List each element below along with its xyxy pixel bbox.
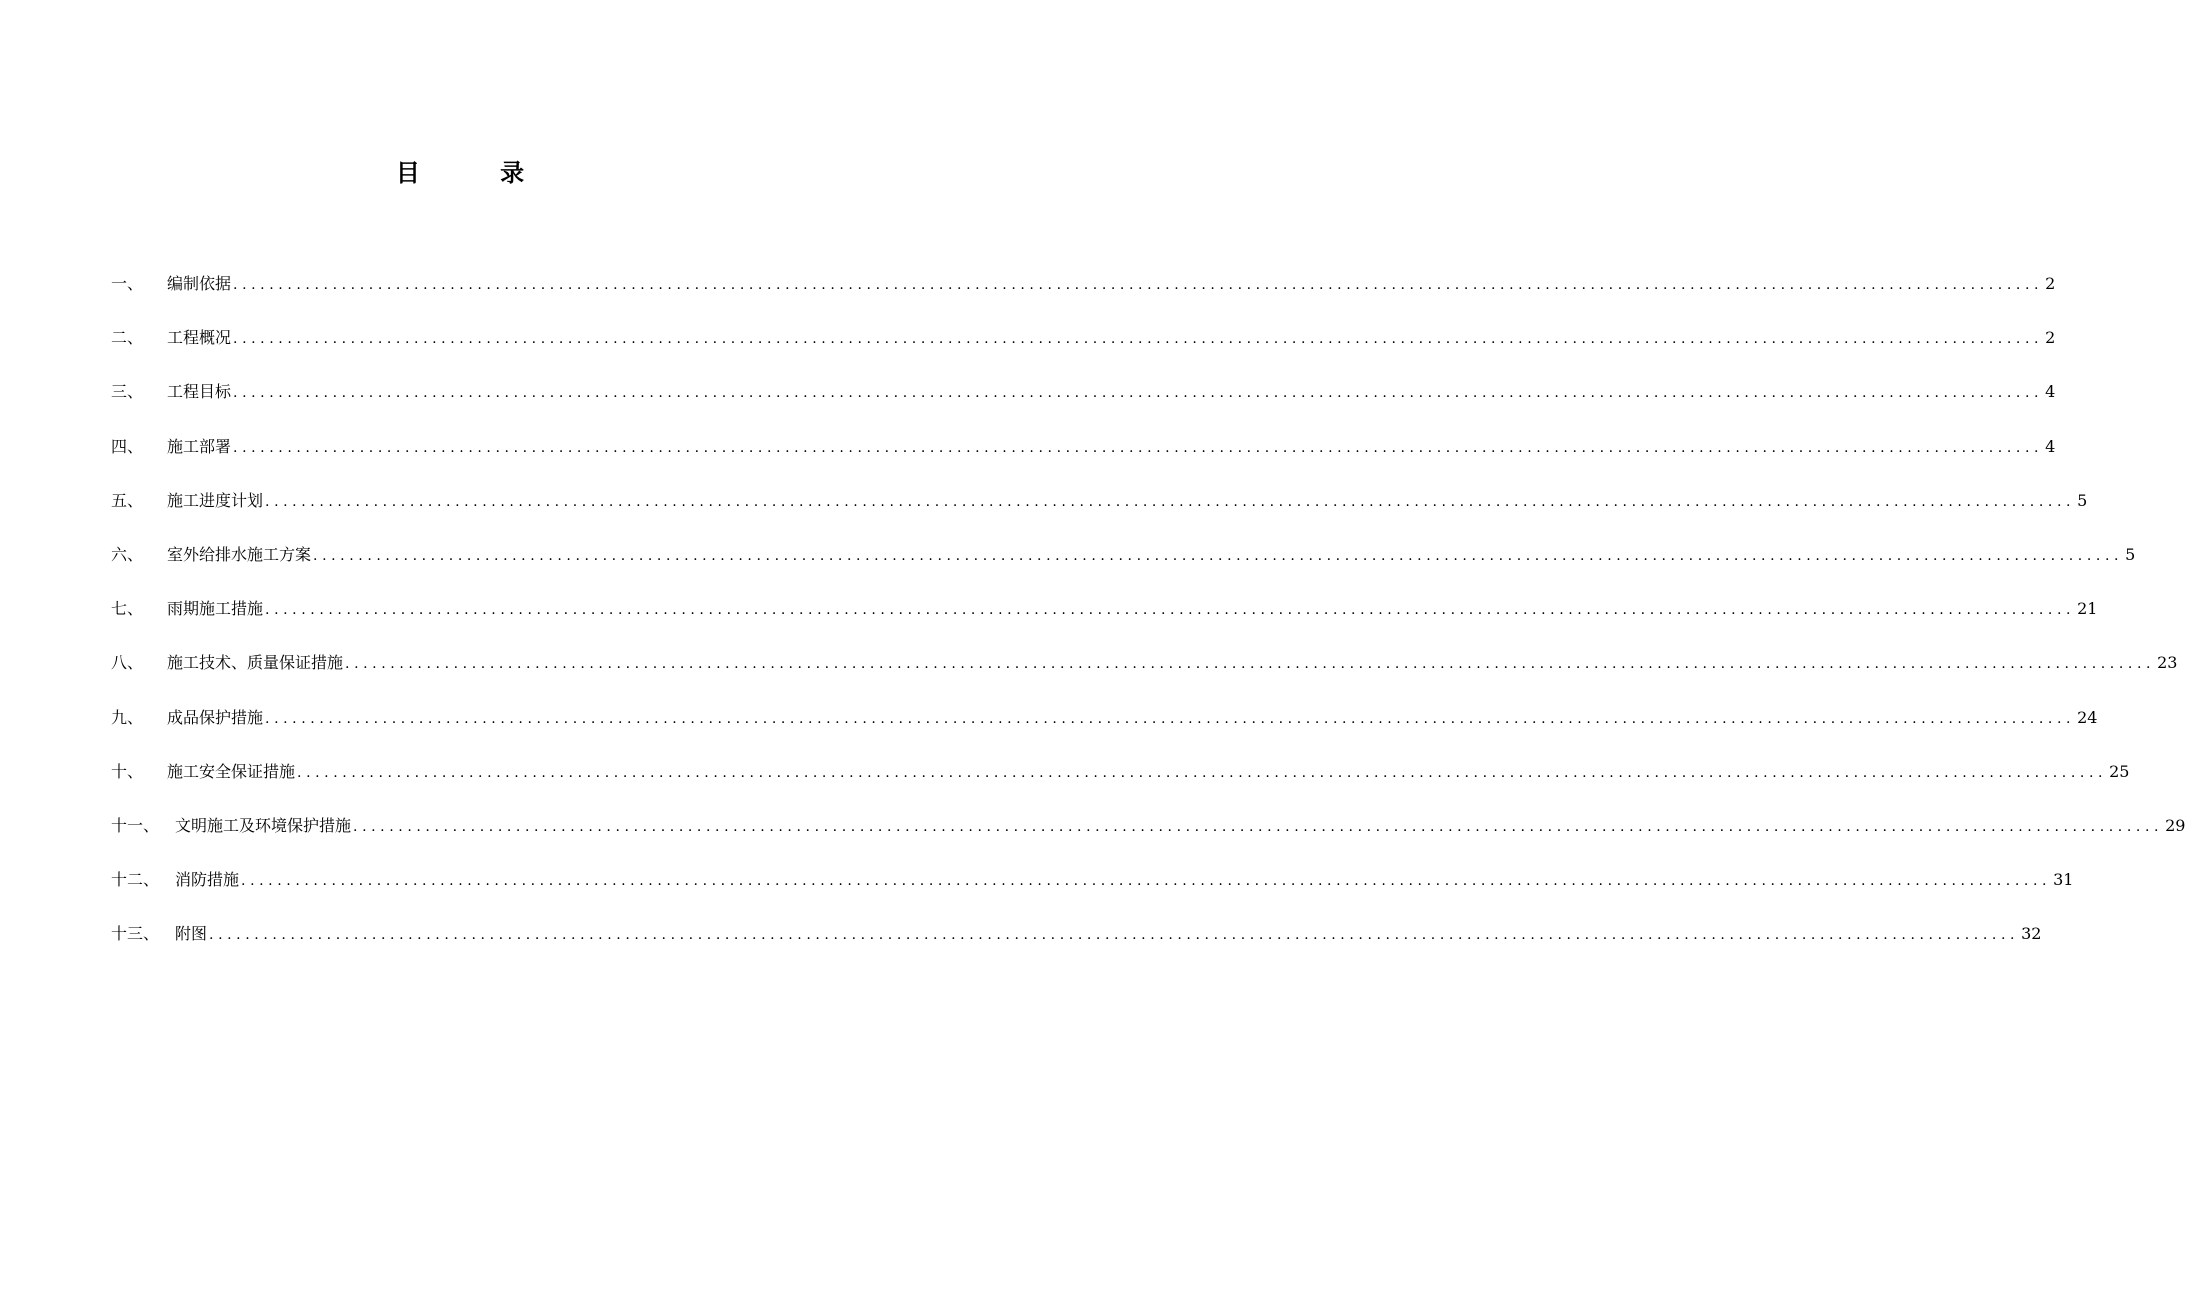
toc-entry-number: 三、 bbox=[111, 382, 144, 402]
toc-entry-text: 附图 bbox=[175, 924, 208, 944]
toc-entry-number: 九、 bbox=[111, 707, 144, 727]
toc-entry-page: 25 bbox=[2109, 761, 2130, 781]
toc-entry-text: 工程概况 bbox=[167, 328, 232, 348]
toc-dot-leader: ........................................................................................................................................................................................................ bbox=[265, 710, 2076, 727]
toc-entry[interactable] bbox=[111, 485, 2088, 539]
toc-entry-text: 文明施工及环境保护措施 bbox=[175, 815, 352, 835]
toc-dot-leader: ........................................................................................................................................................................................................ bbox=[241, 873, 2052, 890]
toc-entry-page: 32 bbox=[2021, 924, 2042, 944]
toc-entry-page: 24 bbox=[2077, 707, 2098, 727]
toc-dot-leader: ........................................................................................................................................................................................................ bbox=[313, 547, 2124, 564]
toc-dot-leader: ........................................................................................................................................................................................................ bbox=[297, 764, 2108, 781]
toc-entry-page: 23 bbox=[2157, 653, 2178, 673]
toc-entry[interactable] bbox=[111, 647, 2178, 701]
toc-entry[interactable] bbox=[111, 539, 2136, 593]
toc-entry-page: 5 bbox=[2125, 544, 2136, 564]
toc-entry-page: 29 bbox=[2165, 815, 2185, 835]
toc-dot-leader: ........................................................................................................................................................................................................ bbox=[345, 656, 2156, 673]
toc-entry-text: 消防措施 bbox=[175, 870, 240, 890]
toc-dot-leader: ........................................................................................................................................................................................................ bbox=[233, 331, 2044, 348]
toc-dot-leader: ........................................................................................................................................................................................................ bbox=[265, 493, 2076, 510]
toc-entry-text: 工程目标 bbox=[167, 382, 232, 402]
toc-entry-number: 四、 bbox=[111, 436, 144, 456]
toc-dot-leader: ........................................................................................................................................................................................................ bbox=[265, 602, 2076, 619]
toc-entry-number: 二、 bbox=[111, 328, 144, 348]
toc-list bbox=[111, 268, 2185, 972]
toc-entry[interactable] bbox=[111, 864, 2074, 918]
toc-entry-number: 五、 bbox=[111, 490, 144, 510]
toc-entry-number: 八、 bbox=[111, 653, 144, 673]
toc-entry-number: 十、 bbox=[111, 761, 144, 781]
toc-entry-page: 5 bbox=[2077, 490, 2088, 510]
toc-entry[interactable] bbox=[111, 810, 2185, 864]
toc-entry[interactable] bbox=[111, 918, 2042, 972]
toc-entry[interactable] bbox=[111, 376, 2056, 430]
toc-entry-number: 十一、 bbox=[111, 815, 160, 835]
toc-entry-text: 施工安全保证措施 bbox=[167, 761, 296, 781]
toc-title: 目 录 bbox=[395, 158, 561, 187]
toc-entry-page: 4 bbox=[2045, 382, 2056, 402]
toc-entry-page: 2 bbox=[2045, 274, 2056, 293]
toc-entry-page: 2 bbox=[2045, 328, 2056, 348]
toc-entry-number: 七、 bbox=[111, 599, 144, 619]
toc-entry-text: 施工进度计划 bbox=[167, 490, 264, 510]
toc-entry-text: 成品保护措施 bbox=[167, 707, 264, 727]
toc-entry[interactable] bbox=[111, 431, 2056, 485]
toc-entry-text: 施工部署 bbox=[167, 436, 232, 456]
toc-entry-number: 一、 bbox=[111, 274, 144, 293]
toc-entry[interactable] bbox=[111, 756, 2130, 810]
toc-dot-leader: ........................................................................................................................................................................................................ bbox=[233, 439, 2044, 456]
toc-entry-page: 31 bbox=[2053, 870, 2074, 890]
toc-entry-page: 4 bbox=[2045, 436, 2056, 456]
toc-dot-leader: ........................................................................................................................................................................................................ bbox=[233, 277, 2044, 293]
toc-dot-leader: ........................................................................................................................................................................................................ bbox=[233, 385, 2044, 402]
toc-entry-number: 十三、 bbox=[111, 924, 160, 944]
toc-entry[interactable] bbox=[111, 593, 2098, 647]
toc-entry-number: 十二、 bbox=[111, 870, 160, 890]
toc-entry-page: 21 bbox=[2077, 599, 2098, 619]
toc-entry[interactable] bbox=[111, 702, 2098, 756]
toc-entry-text: 雨期施工措施 bbox=[167, 599, 264, 619]
toc-entry-text: 室外给排水施工方案 bbox=[167, 544, 312, 564]
toc-dot-leader: ........................................................................................................................................................................................................ bbox=[353, 818, 2164, 835]
toc-entry[interactable] bbox=[111, 322, 2056, 376]
toc-entry[interactable] bbox=[111, 268, 2056, 322]
toc-entry-text: 施工技术、质量保证措施 bbox=[167, 653, 344, 673]
toc-entry-text: 编制依据 bbox=[167, 274, 232, 293]
toc-entry-number: 六、 bbox=[111, 544, 144, 564]
toc-dot-leader: ........................................................................................................................................................................................................ bbox=[209, 927, 2020, 944]
